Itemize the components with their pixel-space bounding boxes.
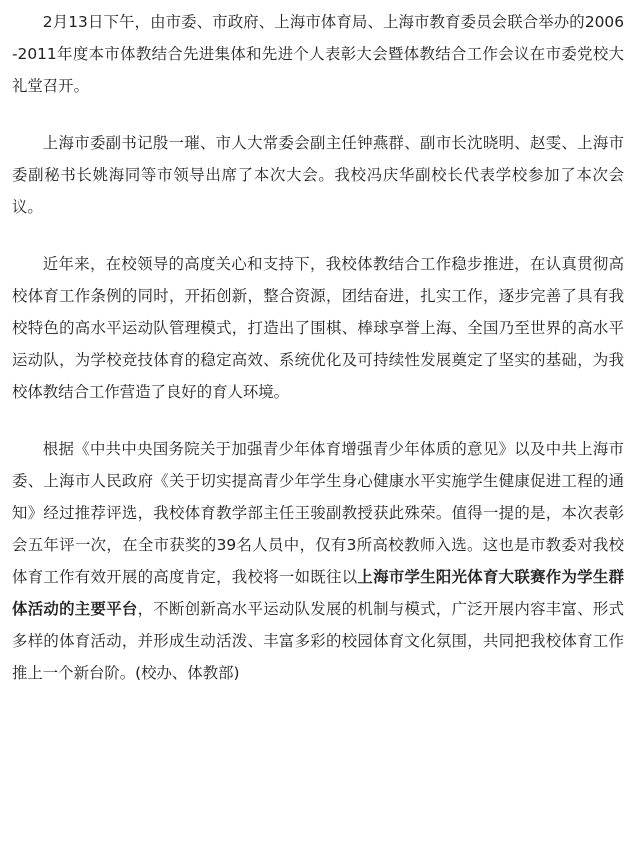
paragraph-4-text-start: 根据《中共中央国务院关于加强青少年体育增强青少年体质的意见》以及中共上海市委、上海市人民政府《关于切实提高青少年学生身心健康水平实施学生健康促进工程的通知》经过推荐评选，我校体育教学部主任王骏副教授获此殊荣。值得一提的是，本次表彰会五年评一次，在全市获奖的39名人员中，仅有3所高校教师入选。这也是市教委对我校体育工作有效开展的高度肯定，我校将一如既往以	[12, 440, 624, 586]
article-paragraph-1: 2月13日下午，由市委、市政府、上海市体育局、上海市教育委员会联合举办的2006-2011年度本市体教结合先进集体和先进个人表彰大会暨体教结合工作会议在市委党校大礼堂召开。	[12, 13, 624, 95]
article-paragraph-4	[12, 433, 624, 689]
paragraph-4-emphasis: 上海市学生阳光体育大联赛作为学生群体活动的主要平台	[12, 568, 624, 618]
paragraph-4-text-end: ，不断创新高水平运动队发展的机制与模式，广泛开展内容丰富、形式多样的体育活动，并形成生动活泼、丰富多彩的校园体育文化氛围，共同把我校体育工作推上一个新台阶。(校办、体教部)	[12, 600, 624, 682]
article-paragraph-3: 近年来，在校领导的高度关心和支持下，我校体教结合工作稳步推进，在认真贯彻高校体育工作条例的同时，开拓创新，整合资源，团结奋进，扎实工作，逐步完善了具有我校特色的高水平运动队管理模式，打造出了围棋、棒球享誉上海、全国乃至世界的高水平运动队，为学校竞技体育的稳定高效、系统优化及可持续性发展奠定了坚实的基础，为我校体教结合工作营造了良好的育人环境。	[12, 255, 624, 401]
article-paragraph-2: 上海市委副书记殷一璀、市人大常委会副主任钟燕群、副市长沈晓明、赵雯、上海市委副秘书长姚海同等市领导出席了本次大会。我校冯庆华副校长代表学校参加了本次会议。	[12, 134, 624, 216]
news-article	[12, 6, 624, 689]
